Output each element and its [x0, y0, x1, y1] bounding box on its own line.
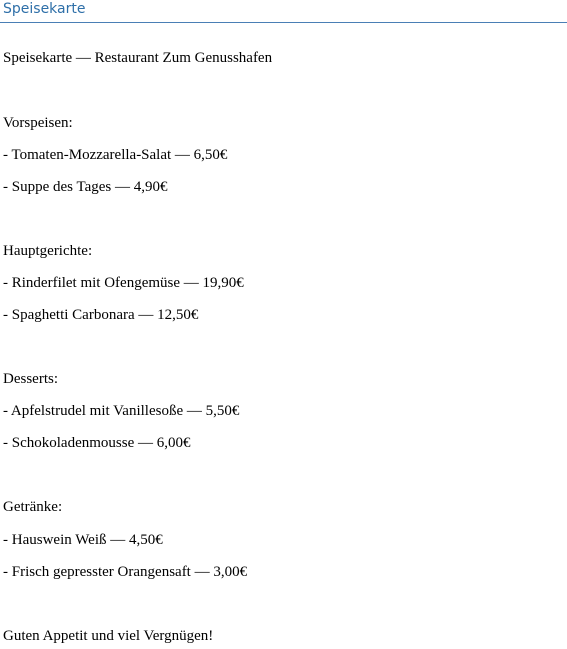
menu-item: - Hauswein Weiß — 4,50€	[3, 532, 163, 548]
menu-item: - Schokoladenmousse — 6,00€	[3, 435, 191, 451]
document-header-title: Speisekarte	[3, 1, 86, 17]
closing-line: Guten Appetit und viel Vergnügen!	[3, 628, 214, 644]
section-title-desserts: Desserts:	[3, 371, 58, 387]
section-title-mains: Hauptgerichte:	[3, 243, 93, 259]
menu-item: - Apfelstrudel mit Vanillesoße — 5,50€	[3, 403, 240, 419]
section-title-starters: Vorspeisen:	[3, 115, 73, 131]
menu-item: - Spaghetti Carbonara — 12,50€	[3, 307, 199, 323]
section-title-drinks: Getränke:	[3, 499, 63, 515]
menu-item: - Rinderfilet mit Ofengemüse — 19,90€	[3, 275, 244, 291]
document-header-bar	[0, 0, 567, 23]
menu-item: - Tomaten-Mozzarella-Salat — 6,50€	[3, 147, 228, 163]
menu-item: - Frisch gepresster Orangensaft — 3,00€	[3, 564, 248, 580]
menu-heading: Speisekarte — Restaurant Zum Genusshafen	[3, 50, 273, 66]
menu-item: - Suppe des Tages — 4,90€	[3, 179, 168, 195]
